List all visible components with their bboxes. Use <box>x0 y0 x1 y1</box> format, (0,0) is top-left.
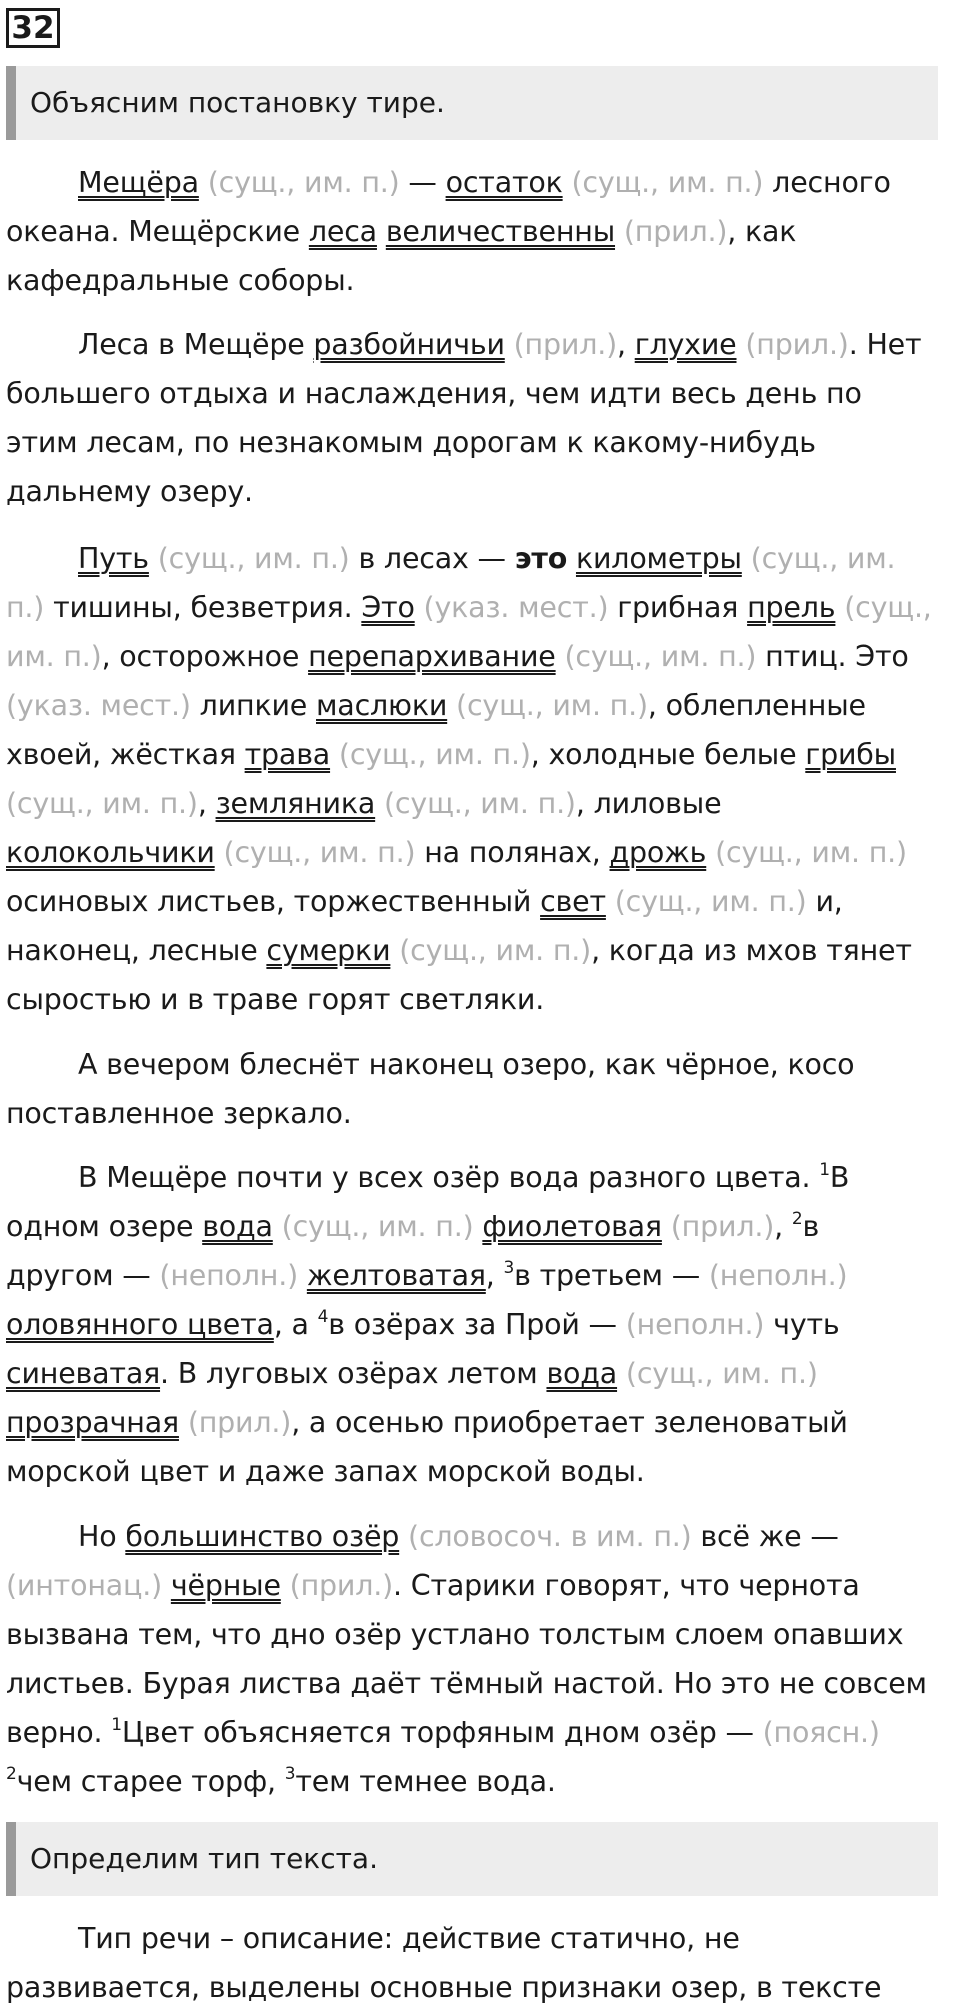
subject: вода <box>546 1357 618 1390</box>
pos-tag: (неполн.) <box>159 1259 298 1292</box>
paragraph-2: Леса в Мещёре разбойничьи (прил.), глухие (прил.). Нет большего отдыха и наслаждения, чем идти весь день по этим лесам, по незнакомым дорогам к какому-нибудь дальнему озеру. <box>6 320 946 516</box>
predicate: трава <box>244 738 331 771</box>
text: , а <box>273 1308 318 1341</box>
subject: леса <box>308 215 377 248</box>
pos-tag: (прил.) <box>513 328 617 361</box>
text: хвоей, жёсткая <box>6 738 245 771</box>
pos-tag: (сущ., им. п.) <box>399 934 592 967</box>
text: осиновых листьев, торжественный <box>6 885 541 918</box>
pos-tag: (прил.) <box>289 1569 394 1602</box>
pos-tag: (поясн.) <box>762 1716 880 1749</box>
text: Но <box>78 1520 126 1553</box>
text: тишины, безветрия. <box>44 591 362 624</box>
superscript: 1 <box>819 1160 830 1180</box>
subject: вода <box>202 1210 273 1243</box>
predicate: прель <box>747 591 836 624</box>
text: дальнему озеру. <box>6 475 253 508</box>
subject: большинство озёр <box>125 1520 400 1553</box>
predicate: разбойничьи <box>313 328 505 361</box>
subject: Это <box>361 591 415 624</box>
pos-tag: (указ. мест.) <box>6 689 191 722</box>
pos-tag: (прил.) <box>670 1210 775 1243</box>
predicate: земляника <box>215 787 376 820</box>
predicate: остаток <box>445 166 563 199</box>
predicate: дрожь <box>609 836 707 869</box>
section-banner-text-type: Определим тип текста. <box>6 1822 938 1896</box>
pos-tag: им. п.) <box>6 640 102 673</box>
text: , как <box>727 215 797 248</box>
paragraph-3: Путь (сущ., им. п.) в лесах — это километры (сущ., им. п.) тишины, безветрия. Это (указ. мест.) грибная прель (сущ., им. п.), осторожное перепархивание (сущ., им. п.) птиц. Это (указ. мест.) липкие маслюки (сущ., им. п.), облепленные хвоей, жёсткая трава (сущ., им. п.), холодные белые грибы (сущ., им. п.), земляника (сущ., им. п.), лиловые колокольчики (сущ., им. п.) на полянах, дрожь (сущ., им. п.) осиновых листьев, торжественный свет (сущ., им. п.) и, наконец, лесные сумерки (сущ., им. п.), когда из мхов тянет сыростью и в траве горят светляки. <box>6 534 946 1024</box>
text: , лиловые <box>575 787 722 820</box>
text: тем темнее вода. <box>295 1765 556 1798</box>
text: Леса в Мещёре <box>78 328 314 361</box>
predicate: прозрачная <box>6 1406 179 1439</box>
text: , холодные белые <box>530 738 806 771</box>
predicate: километры <box>575 542 742 575</box>
predicate: желтоватая <box>306 1259 486 1292</box>
superscript: 2 <box>791 1209 803 1229</box>
text: сыростью и в траве горят светляки. <box>6 983 545 1016</box>
pos-tag: (интонац.) <box>6 1569 162 1602</box>
text: большего отдыха и наслаждения, чем идти весь день по <box>6 377 862 410</box>
predicate: перепархивание <box>308 640 556 673</box>
subject: Путь <box>78 542 149 575</box>
text: листьев. Бурая листва даёт тёмный настой. Но это не совсем <box>6 1667 927 1700</box>
pos-tag: (сущ., им. п.) <box>625 1357 818 1390</box>
pos-tag: (сущ., им. п.) <box>384 787 576 820</box>
superscript: 3 <box>284 1764 296 1784</box>
text: на полянах, <box>415 836 610 869</box>
text: В Мещёре почти у всех озёр вода разного цвета. <box>78 1161 820 1194</box>
text: морской цвет и даже запах морской воды. <box>6 1455 645 1488</box>
text: лесного <box>763 166 891 199</box>
pos-tag: (сущ., им. п.) <box>571 166 764 199</box>
predicate: сумерки <box>266 934 391 967</box>
bold-word: это <box>514 542 568 575</box>
paragraph-1 <box>6 158 946 305</box>
text: всё же — <box>691 1520 839 1553</box>
text: одном озере <box>6 1210 203 1243</box>
text: , а осенью приобретает зеленоватый <box>291 1406 848 1439</box>
predicate: свет <box>540 885 606 918</box>
predicate: маслюки <box>316 689 448 722</box>
text: — <box>399 166 446 199</box>
superscript: 3 <box>503 1258 515 1278</box>
pos-tag: (сущ., им. п.) <box>223 836 416 869</box>
paragraph-5: В Мещёре почти у всех озёр вода разного цвета. $^1$В одном озере вода (сущ., им. п.) фиолетовая (прил.), $^2$в другом — (неполн.) желтоватая, $^3$в третьем — (неполн.) оловянного цвета, а $^4$в озёрах за Прой — (неполн.) чуть синеватая. В луговых озёрах летом вода (сущ., им. п.) прозрачная (прил.), а осенью приобретает зеленоватый морской цвет и даже запах морской воды. <box>6 1153 946 1496</box>
superscript: 4 <box>317 1307 329 1327</box>
text: . Нет <box>848 328 922 361</box>
predicate: чёрные <box>170 1569 281 1602</box>
pos-tag: (сущ., им. п.) <box>207 166 400 199</box>
pos-tag: (прил.) <box>187 1406 292 1439</box>
task-number: 32 <box>6 8 60 48</box>
pos-tag: (сущ., <box>844 591 932 624</box>
pos-tag: (сущ., им. <box>750 542 896 575</box>
text: Тип речи – описание: действие статично, не <box>78 1922 740 1955</box>
text: А вечером блеснёт наконец озеро, как чёрное, косо <box>78 1048 855 1081</box>
superscript: 2 <box>6 1764 17 1784</box>
superscript: 1 <box>111 1715 122 1735</box>
pos-tag: (прил.) <box>623 215 728 248</box>
text: грибная <box>608 591 748 624</box>
predicate: колокольчики <box>6 836 215 869</box>
predicate: глухие <box>634 328 737 361</box>
pos-tag: п.) <box>6 591 45 624</box>
paragraph-7 <box>6 1914 946 2012</box>
pos-tag: (прил.) <box>745 328 849 361</box>
text: , облепленные <box>647 689 866 722</box>
predicate: грибы <box>805 738 896 771</box>
text: этим лесам, по незнакомым дорогам к какому-нибудь <box>6 426 816 459</box>
text: океана. Мещёрские <box>6 215 309 248</box>
pos-tag: (сущ., им. п.) <box>456 689 648 722</box>
pos-tag: (указ. мест.) <box>423 591 609 624</box>
paragraph-6 <box>6 1512 946 1806</box>
text: липкие <box>190 689 316 722</box>
pos-tag: (сущ., им. п.) <box>6 787 198 820</box>
pos-tag: (сущ., им. п.) <box>614 885 807 918</box>
predicate: синеватая <box>6 1357 161 1390</box>
subject: Мещёра <box>78 166 199 199</box>
text: кафедральные соборы. <box>6 264 355 297</box>
text: в <box>802 1210 820 1243</box>
pos-tag: (сущ., им. п.) <box>157 542 350 575</box>
text: чем старее торф, <box>16 1765 285 1798</box>
section-banner-dash: Объясним постановку тире. <box>6 66 938 140</box>
pos-tag: (сущ., им. п.) <box>715 836 907 869</box>
pos-tag: (неполн.) <box>708 1259 848 1292</box>
text: развивается, выделены основные признаки озер, в тексте <box>6 1971 882 2004</box>
text: вызвана тем, что дно озёр устлано толстым слоем опавших <box>6 1618 904 1651</box>
text: . В луговых озёрах летом <box>160 1357 547 1390</box>
text: наконец, лесные <box>6 934 267 967</box>
pos-tag: (сущ., им. п.) <box>564 640 757 673</box>
paragraph-4 <box>6 1040 946 1138</box>
predicate: оловянного цвета <box>6 1308 274 1341</box>
text: . Старики говорят, что чернота <box>393 1569 860 1602</box>
text: в третьем — <box>514 1259 709 1292</box>
text: , осторожное <box>101 640 309 673</box>
text: чуть <box>764 1308 840 1341</box>
text: верно. <box>6 1716 112 1749</box>
text: птиц. Это <box>756 640 909 673</box>
pos-tag: (сущ., им. п.) <box>281 1210 474 1243</box>
pos-tag: (неполн.) <box>625 1308 765 1341</box>
predicate: величественны <box>385 215 616 248</box>
text: и, <box>806 885 843 918</box>
text: другом — <box>6 1259 160 1292</box>
text: поставленное зеркало. <box>6 1097 352 1130</box>
text: В <box>829 1161 850 1194</box>
text: Цвет объясняется торфяным дном озёр — <box>121 1716 763 1749</box>
text: в лесах — <box>349 542 515 575</box>
pos-tag: (словосоч. в им. п.) <box>408 1520 692 1553</box>
text: в озёрах за Прой — <box>328 1308 626 1341</box>
text: , когда из мхов тянет <box>591 934 912 967</box>
predicate: фиолетовая <box>482 1210 662 1243</box>
pos-tag: (сущ., им. п.) <box>338 738 531 771</box>
